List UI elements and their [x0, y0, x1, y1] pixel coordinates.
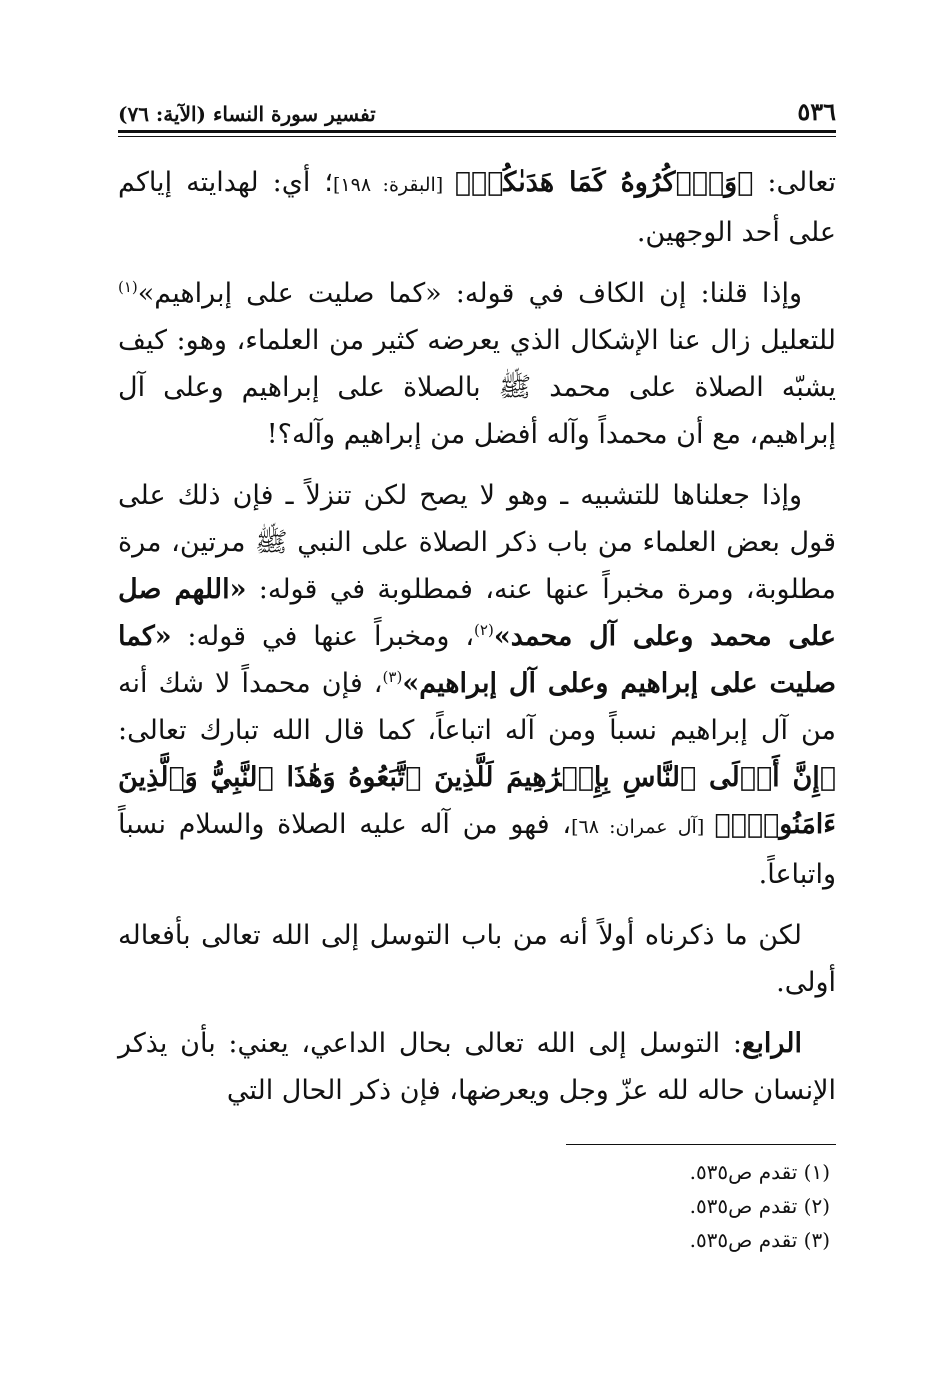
p1-text-a: تعالى:	[753, 167, 836, 198]
footnote-rule	[566, 1144, 836, 1145]
p2-text-b: للتعليل زال عنا الإشكال الذي يعرضه كثير من العلماء، وهو: كيف يشبّه الصلاة على محمد ﷺ بالصلاة على إبراهيم وعلى آل إبراهيم، مع أن محمداً وآله أفضل من إبراهيم وآله؟!	[118, 325, 836, 450]
body-text	[118, 159, 836, 1114]
verse-reference-2: [آل عمران: ٦٨]	[571, 816, 715, 838]
p1-text-b: ؛ أي: لهدايته إياكم على أحد الوجهين.	[118, 167, 836, 248]
paragraph-5	[118, 1020, 836, 1114]
p3-text-d: ، فهو من آله عليه الصلاة والسلام نسباً واتباعاً.	[118, 809, 836, 890]
quran-verse-1: ﴿وَٱذۡكُرُوهُ كَمَا هَدَىٰكُمۡ﴾	[454, 167, 754, 198]
p3-text-a: وإذا جعلناها للتشبيه ـ وهو لا يصح لكن تنزلاً ـ فإن ذلك على قول بعض العلماء من باب ذكر الصلاة على النبي ﷺ مرتين، مرة مطلوبة، ومرة مخبراً عنها عنه، فمطلوبة في قوله:	[118, 480, 837, 605]
footnote-marker-1: (١)	[118, 278, 138, 296]
p3-text-b: ، ومخبراً عنها في قوله:	[171, 621, 475, 652]
hadith-quote-1: «اللهم صل على محمد وعلى آل محمد»	[118, 574, 836, 652]
footnote-1: (١) تقدم ص٥٣٥.	[689, 1160, 830, 1184]
page-number: ٥٣٦	[797, 97, 836, 126]
paragraph-1	[118, 159, 836, 256]
footnote-2: (٢) تقدم ص٥٣٥.	[689, 1194, 830, 1218]
quran-verse-2: ﴿إِنَّ أَوۡلَى ٱلنَّاسِ بِإِبۡرَٰهِيمَ لَلَّذِينَ ٱتَّبَعُوهُ وَهَٰذَا ٱلنَّبِيُّ وَٱلَّذِينَ ءَامَنُواْۗ﴾	[118, 762, 836, 840]
footnote-marker-3: (٣)	[382, 668, 403, 686]
book-page	[118, 92, 836, 1257]
paragraph-2	[118, 270, 836, 458]
hadith-quote-2: «كما صليت على إبراهيم وعلى آل إبراهيم»	[118, 621, 837, 699]
footnotes	[118, 1155, 836, 1257]
running-title: تفسير سورة النساء (الآية: ٧٦)	[118, 102, 376, 126]
header-rule-thick	[118, 130, 836, 133]
footnote-3: (٣) تقدم ص٥٣٥.	[689, 1228, 830, 1252]
verse-reference-1: [البقرة: ١٩٨]	[333, 174, 455, 196]
section-label-fourth: الرابع	[741, 1028, 802, 1059]
p3-text-c: ، فإن محمداً لا شك أنه من آل إبراهيم نسباً ومن آله اتباعاً، كما قال الله تبارك تعالى:	[118, 668, 836, 746]
paragraph-3	[118, 472, 836, 898]
p2-text-a: وإذا قلنا: إن الكاف في قوله: «كما صليت على إبراهيم»	[137, 278, 802, 309]
p4-text: لكن ما ذكرناه أولاً أنه من باب التوسل إلى الله تعالى بأفعاله أولى.	[118, 920, 836, 998]
footnote-marker-2: (٢)	[474, 621, 494, 639]
page-header	[118, 92, 836, 126]
p5-text: : التوسل إلى الله تعالى بحال الداعي، يعني: بأن يذكر الإنسان حاله لله عزّ وجل ويعرضها، فإن ذكر الحال التي	[118, 1028, 836, 1106]
header-rule-thin	[118, 136, 836, 137]
paragraph-4	[118, 912, 836, 1006]
